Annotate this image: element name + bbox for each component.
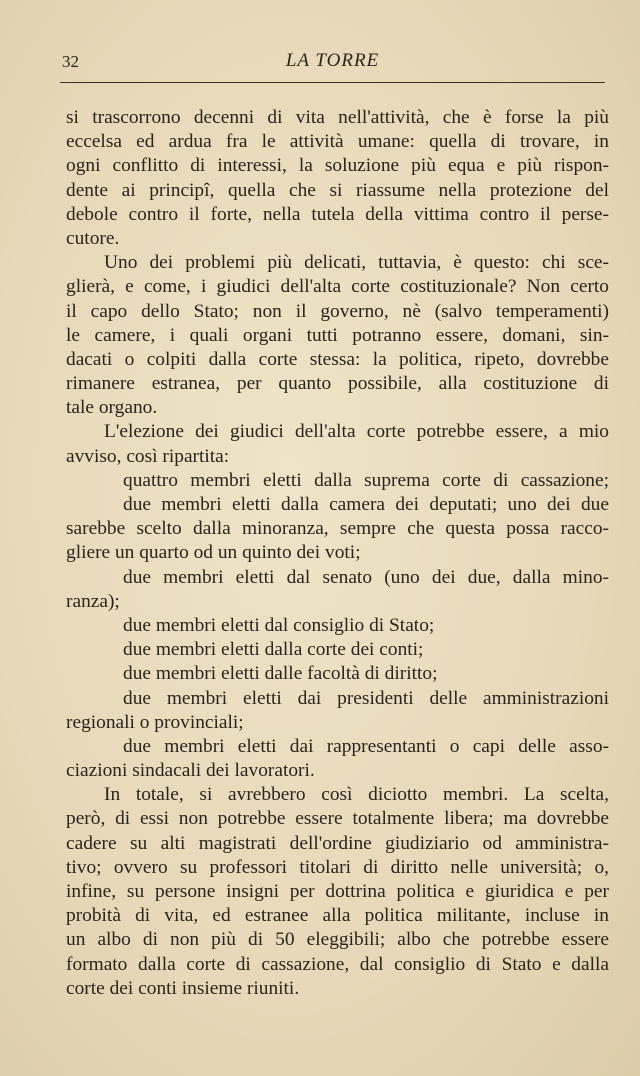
text-line: regionali o provinciali; [66, 711, 244, 733]
text-line: In totale, si avrebbero così diciotto membri. La scelta, [104, 784, 609, 806]
text-line: le camere, i quali organi tutti potranno essere, domani, sin- [66, 324, 609, 346]
text-line: L'elezione dei giudici dell'alta corte potrebbe essere, a mio [104, 421, 609, 443]
text-line: formato dalla corte di cassazione, dal consiglio di Stato e dalla [66, 953, 609, 975]
text-line: ranza); [66, 590, 120, 612]
page-number: 32 [62, 52, 79, 71]
text-line: cutore. [66, 227, 120, 249]
text-line: però, di essi non potrebbe essere totalmente libera; ma dovrebbe [66, 808, 609, 830]
running-title: LA TORRE [285, 50, 380, 71]
text-line: Uno dei problemi più delicati, tuttavia, è questo: chi sce- [104, 252, 609, 274]
text-line: dacati o colpiti dalla corte stessa: la politica, ripeto, dovrebbe [66, 348, 609, 370]
text-line: si trascorrono decenni di vita nell'attività, che è forse la più [66, 107, 609, 128]
text-line: cadere su alti magistrati dell'ordine giudiziario od amministra- [66, 832, 609, 854]
text-line: sarebbe scelto dalla minoranza, sempre che questa possa racco- [66, 518, 609, 540]
text-line: ogni conflitto di interessi, la soluzione più equa e più rispon- [66, 155, 609, 177]
text-line: il capo dello Stato; non il governo, nè (salvo temperamenti) [66, 300, 609, 322]
text-line: due membri eletti dai rappresentanti o capi delle asso- [123, 735, 609, 757]
text-line: rimanere estranea, per quanto possibile, alla costituzione di [66, 373, 609, 395]
text-line: quattro membri eletti dalla suprema corte di cassazione; [123, 469, 609, 491]
text-line: debole contro il forte, nella tutela della vittima contro il perse- [66, 203, 609, 225]
text-line: avviso, così ripartita: [66, 445, 230, 467]
text-line: un albo di non più di 50 eleggibili; albo che potrebbe essere [66, 929, 609, 951]
text-line: tivo; ovvero su professori titolari di diritto nelle università; o, [66, 856, 609, 878]
text-line: dente ai principî, quella che si riassume nella protezione del [66, 179, 609, 201]
text-line: eccelsa ed ardua fra le attività umane: quella di trovare, in [66, 131, 609, 153]
text-line: infine, su persone insigni per dottrina politica e giuridica e per [66, 881, 609, 902]
page-header [60, 48, 605, 76]
header-rule [60, 82, 605, 83]
text-line: gliere un quarto od un quinto dei voti; [66, 542, 361, 564]
text-line: glierà, e come, i giudici dell'alta corte costituzionale? Non certo [66, 276, 609, 298]
text-line: tale organo. [66, 397, 158, 419]
body-text [66, 106, 609, 1001]
text-line: ciazioni sindacali dei lavoratori. [66, 760, 315, 782]
text-line: due membri eletti dalle facoltà di diritto; [123, 663, 438, 685]
text-line: due membri eletti dal senato (uno dei due, dalla mino- [123, 566, 609, 588]
text-line: due membri eletti dalla camera dei deputati; uno dei due [123, 494, 609, 515]
text-line: due membri eletti dai presidenti delle amministrazioni [123, 687, 609, 709]
text-line: due membri eletti dal consiglio di Stato; [123, 614, 435, 636]
text-line: probità di vita, ed estranee alla politica militante, incluse in [66, 905, 609, 927]
text-line: corte dei conti insieme riuniti. [66, 977, 300, 999]
text-line: due membri eletti dalla corte dei conti; [123, 639, 424, 661]
